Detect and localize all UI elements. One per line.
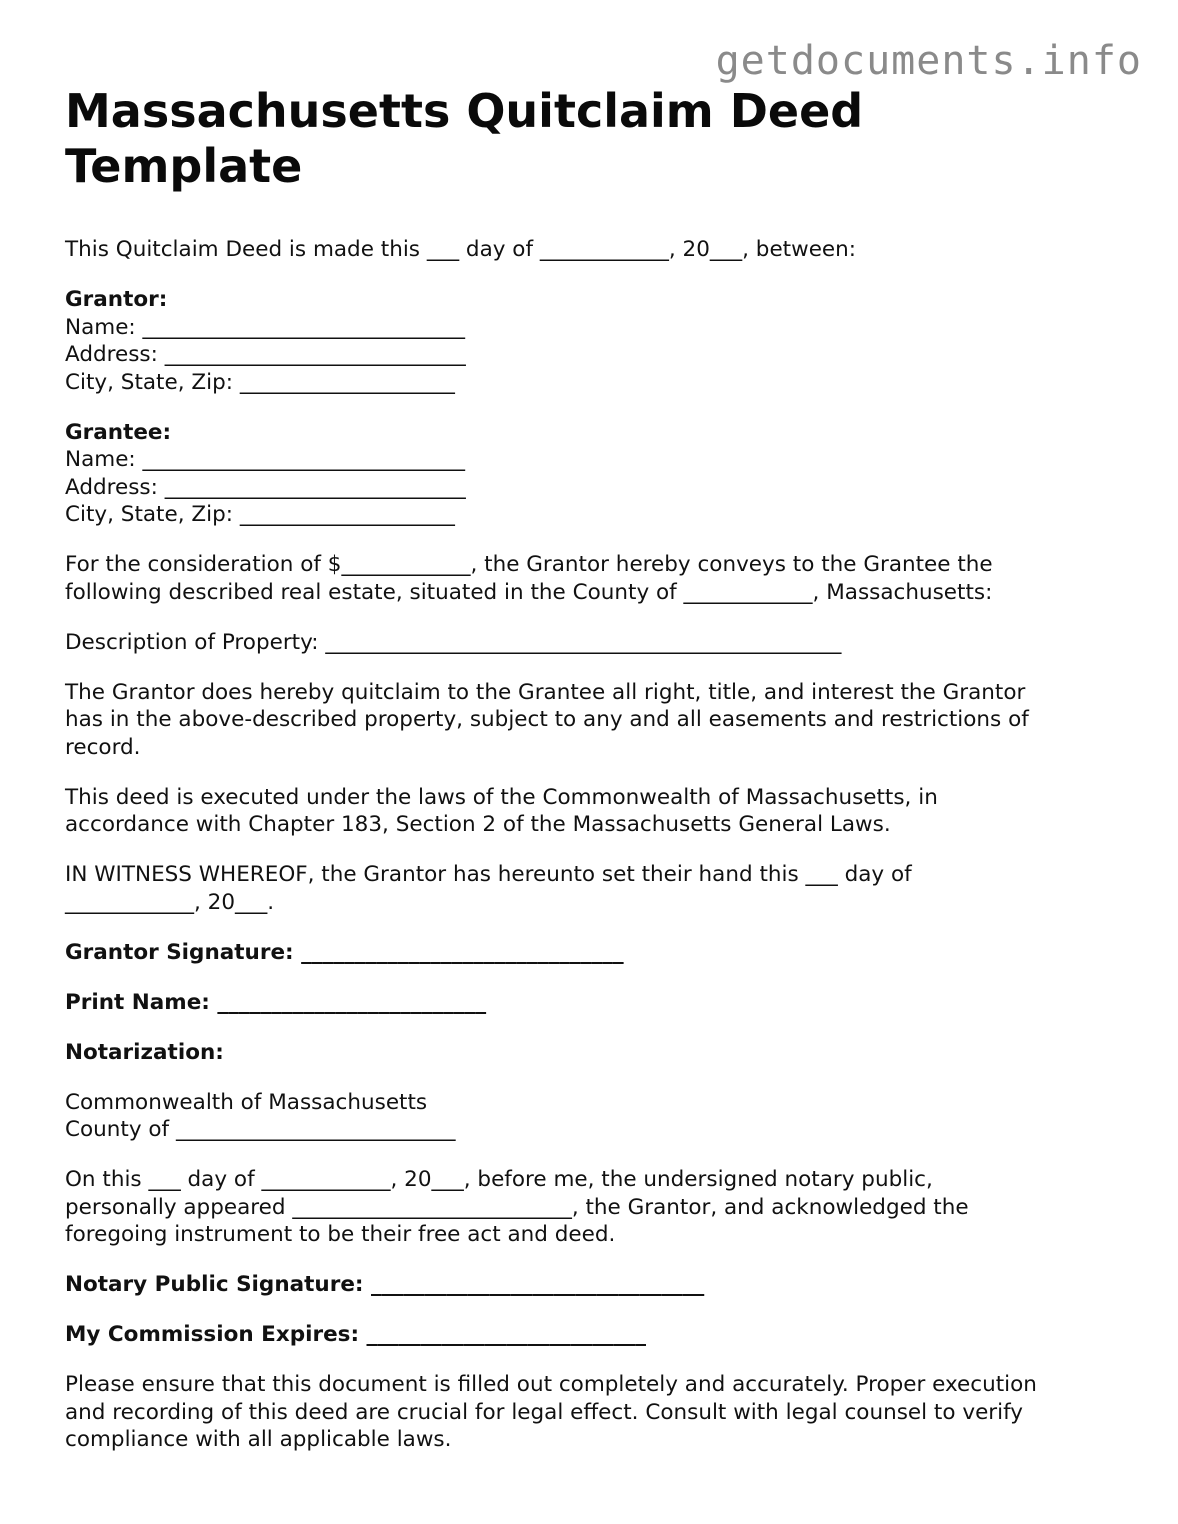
quitclaim-line-2: has in the above-described property, subject to any and all easements and restrictions of: [65, 707, 1029, 732]
consideration-paragraph: [65, 551, 1125, 606]
witness-line-2: ____________, 20___.: [65, 889, 275, 915]
grantor-address-field[interactable]: Address: ____________________________: [65, 342, 466, 367]
grantee-city-state-zip-field[interactable]: City, State, Zip: ____________________: [65, 502, 455, 527]
quitclaim-paragraph: [65, 679, 1125, 762]
consideration-line-1: For the consideration of $____________, the Grantor hereby conveys to the Grantee the: [65, 552, 993, 577]
commission-expires-line: [65, 1321, 1125, 1349]
grantor-heading: Grantor:: [65, 287, 168, 312]
quitclaim-line-3: record.: [65, 734, 141, 760]
laws-line-1: This deed is executed under the laws of the Commonwealth of Massachusetts, in: [65, 784, 938, 810]
commission-expires-field[interactable]: My Commission Expires: __________________________: [65, 1322, 647, 1347]
grantee-address-field[interactable]: Address: ____________________________: [65, 474, 466, 500]
grantor-signature-field[interactable]: Grantor Signature: ______________________________: [65, 939, 624, 965]
grantee-heading: Grantee:: [65, 419, 172, 445]
laws-paragraph: [65, 784, 1125, 839]
intro-line: This Quitclaim Deed is made this ___ day of ____________, 20___, between:: [65, 237, 857, 262]
notary-signature-line: [65, 1271, 1125, 1299]
property-description-field[interactable]: Description of Property: ________________________________________________: [65, 629, 842, 655]
acknowledgment-line-1: On this ___ day of ____________, 20___, before me, the undersigned notary public,: [65, 1167, 933, 1192]
closing-line-1: Please ensure that this document is filled out completely and accurately. Proper execution: [65, 1372, 1037, 1397]
grantee-section: [65, 419, 1125, 529]
grantor-section: [65, 286, 1125, 396]
closing-line-2: and recording of this deed are crucial for legal effect. Consult with legal counsel to verify: [65, 1399, 1024, 1425]
laws-line-2: accordance with Chapter 183, Section 2 of the Massachusetts General Laws.: [65, 812, 891, 837]
document-title: Massachusetts Quitclaim Deed Template: [65, 84, 864, 193]
property-description: [65, 629, 1125, 657]
print-name-line: [65, 989, 1125, 1017]
commonwealth-block: [65, 1089, 1125, 1144]
notarization-heading: [65, 1039, 1125, 1067]
grantor-name-field[interactable]: Name: ______________________________: [65, 314, 466, 340]
site-watermark: getdocuments.info: [715, 38, 1142, 84]
consideration-line-2: following described real estate, situated in the County of ____________, Massachusetts:: [65, 579, 993, 605]
grantor-signature-line: [65, 939, 1125, 967]
closing-line-3: compliance with all applicable laws.: [65, 1427, 452, 1452]
print-name-field[interactable]: Print Name: _________________________: [65, 989, 487, 1015]
closing-paragraph: [65, 1371, 1125, 1454]
county-field[interactable]: County of __________________________: [65, 1117, 456, 1142]
notarization-title: Notarization:: [65, 1039, 224, 1065]
witness-line-1: IN WITNESS WHEREOF, the Grantor has hereunto set their hand this ___ day of: [65, 862, 912, 887]
grantor-city-state-zip-field[interactable]: City, State, Zip: ____________________: [65, 369, 455, 395]
notary-signature-field[interactable]: Notary Public Signature: _______________________________: [65, 1272, 705, 1297]
commonwealth-label: Commonwealth of Massachusetts: [65, 1089, 428, 1115]
witness-paragraph: [65, 861, 1125, 916]
intro-paragraph: [65, 236, 1125, 264]
acknowledgment-line-3: foregoing instrument to be their free act and deed.: [65, 1222, 616, 1247]
acknowledgment-line-2: personally appeared __________________________, the Grantor, and acknowledged the: [65, 1194, 969, 1220]
grantee-name-field[interactable]: Name: ______________________________: [65, 447, 466, 472]
quitclaim-line-1: The Grantor does hereby quitclaim to the Grantee all right, title, and interest the Grantor: [65, 679, 1026, 705]
acknowledgment-paragraph: [65, 1166, 1125, 1249]
document-page: [65, 84, 1125, 1454]
